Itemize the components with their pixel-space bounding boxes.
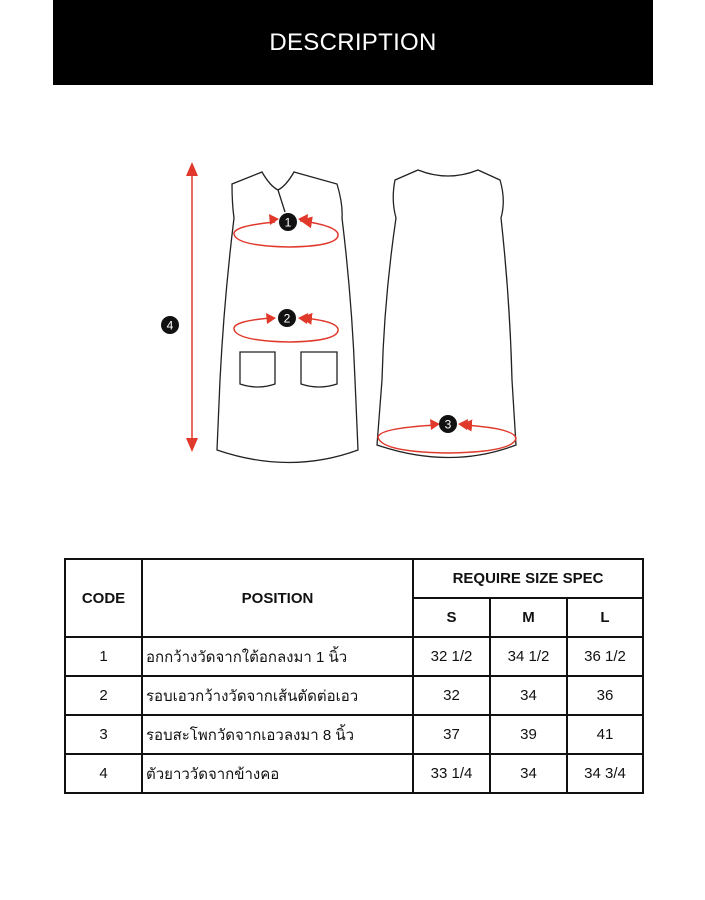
header-position: POSITION <box>142 559 413 637</box>
measurement-arrowheads <box>186 162 468 452</box>
row-size-l: 34 3/4 <box>567 754 643 793</box>
marker-2 <box>278 309 296 327</box>
row-size-s: 33 1/4 <box>413 754 490 793</box>
dress-back-outline <box>377 170 516 458</box>
header-require-size-spec: REQUIRE SIZE SPEC <box>413 559 643 598</box>
size-spec-table <box>64 558 644 794</box>
row-position: รอบสะโพกวัดจากเอวลงมา 8 นิ้ว <box>142 715 413 754</box>
svg-text:1: 1 <box>284 215 292 230</box>
svg-text:2: 2 <box>283 311 291 326</box>
row-size-m: 34 <box>490 754 567 793</box>
table-row <box>65 715 643 754</box>
row-size-l: 36 <box>567 676 643 715</box>
row-size-m: 39 <box>490 715 567 754</box>
row-position: รอบเอวกว้างวัดจากเส้นตัดต่อเอว <box>142 676 413 715</box>
row-size-m: 34 <box>490 676 567 715</box>
row-size-s: 32 1/2 <box>413 637 490 676</box>
row-position: ตัวยาววัดจากข้างคอ <box>142 754 413 793</box>
row-position: อกกว้างวัดจากใต้อกลงมา 1 นิ้ว <box>142 637 413 676</box>
row-code: 2 <box>65 676 142 715</box>
row-size-m: 34 1/2 <box>490 637 567 676</box>
marker-1 <box>279 213 297 231</box>
header-size-l: L <box>567 598 643 637</box>
header-size-m: M <box>490 598 567 637</box>
row-size-l: 41 <box>567 715 643 754</box>
row-size-s: 37 <box>413 715 490 754</box>
row-size-s: 32 <box>413 676 490 715</box>
table-row <box>65 676 643 715</box>
table-row <box>65 637 643 676</box>
measurement-arrows <box>192 172 516 453</box>
svg-text:3: 3 <box>444 417 452 432</box>
row-size-l: 36 1/2 <box>567 637 643 676</box>
header-title: DESCRIPTION <box>269 28 437 56</box>
header-size-s: S <box>413 598 490 637</box>
row-code: 4 <box>65 754 142 793</box>
table-row <box>65 754 643 793</box>
svg-text:4: 4 <box>166 318 174 333</box>
row-code: 1 <box>65 637 142 676</box>
marker-4 <box>161 316 179 334</box>
marker-3 <box>439 415 457 433</box>
row-code: 3 <box>65 715 142 754</box>
header-code: CODE <box>65 559 142 637</box>
